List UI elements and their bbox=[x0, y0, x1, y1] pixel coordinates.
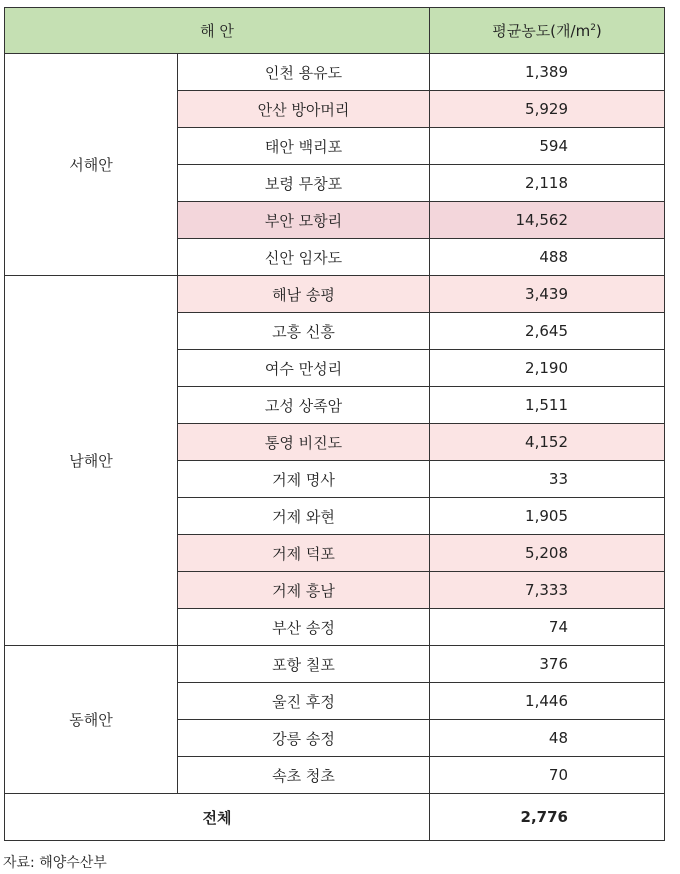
value-cell: 5,208 bbox=[430, 535, 665, 572]
site-cell: 거제 덕포 bbox=[178, 535, 430, 572]
site-cell: 거제 흥남 bbox=[178, 572, 430, 609]
value-cell: 3,439 bbox=[430, 276, 665, 313]
site-cell: 울진 후정 bbox=[178, 683, 430, 720]
source-note: 자료: 해양수산부 bbox=[3, 855, 107, 871]
site-cell: 고흥 신흥 bbox=[178, 313, 430, 350]
total-row bbox=[5, 794, 665, 841]
header-avg-sup: 2 bbox=[590, 23, 596, 33]
total-label: 전체 bbox=[5, 794, 430, 841]
site-cell: 태안 백리포 bbox=[178, 128, 430, 165]
site-cell: 거제 와현 bbox=[178, 498, 430, 535]
value-cell: 376 bbox=[430, 646, 665, 683]
value-cell: 594 bbox=[430, 128, 665, 165]
value-cell: 1,446 bbox=[430, 683, 665, 720]
table-row bbox=[5, 54, 665, 91]
table-row bbox=[5, 276, 665, 313]
site-cell: 통영 비진도 bbox=[178, 424, 430, 461]
site-cell: 포항 칠포 bbox=[178, 646, 430, 683]
site-cell: 해남 송평 bbox=[178, 276, 430, 313]
total-value: 2,776 bbox=[430, 794, 665, 841]
site-cell: 거제 명사 bbox=[178, 461, 430, 498]
header-coast: 해 안 bbox=[5, 8, 430, 54]
value-cell: 5,929 bbox=[430, 91, 665, 128]
site-cell: 보령 무창포 bbox=[178, 165, 430, 202]
region-cell: 동해안 bbox=[5, 646, 178, 794]
site-cell: 안산 방아머리 bbox=[178, 91, 430, 128]
site-cell: 여수 만성리 bbox=[178, 350, 430, 387]
site-cell: 고성 상족암 bbox=[178, 387, 430, 424]
header-avg-concentration bbox=[430, 8, 665, 54]
site-cell: 부산 송정 bbox=[178, 609, 430, 646]
site-cell: 속초 청초 bbox=[178, 757, 430, 794]
table-body bbox=[5, 54, 665, 841]
value-cell: 48 bbox=[430, 720, 665, 757]
header-row bbox=[5, 8, 665, 54]
site-cell: 인천 용유도 bbox=[178, 54, 430, 91]
value-cell: 1,511 bbox=[430, 387, 665, 424]
value-cell: 2,190 bbox=[430, 350, 665, 387]
value-cell: 33 bbox=[430, 461, 665, 498]
value-cell: 488 bbox=[430, 239, 665, 276]
header-avg-label: 평균농도(개/m bbox=[492, 22, 591, 40]
value-cell: 1,905 bbox=[430, 498, 665, 535]
region-cell: 서해안 bbox=[5, 54, 178, 276]
value-cell: 2,645 bbox=[430, 313, 665, 350]
value-cell: 4,152 bbox=[430, 424, 665, 461]
region-cell: 남해안 bbox=[5, 276, 178, 646]
site-cell: 부안 모항리 bbox=[178, 202, 430, 239]
table-row bbox=[5, 646, 665, 683]
header-avg-close: ) bbox=[595, 22, 602, 40]
site-cell: 강릉 송정 bbox=[178, 720, 430, 757]
value-cell: 70 bbox=[430, 757, 665, 794]
value-cell: 14,562 bbox=[430, 202, 665, 239]
site-cell: 신안 임자도 bbox=[178, 239, 430, 276]
value-cell: 7,333 bbox=[430, 572, 665, 609]
value-cell: 2,118 bbox=[430, 165, 665, 202]
concentration-table bbox=[4, 7, 665, 841]
value-cell: 1,389 bbox=[430, 54, 665, 91]
value-cell: 74 bbox=[430, 609, 665, 646]
